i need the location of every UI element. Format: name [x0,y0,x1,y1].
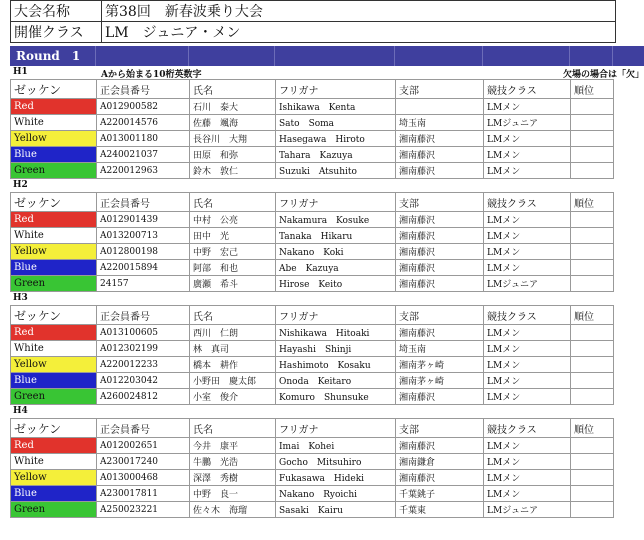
name-cell: 小野田 慶太郎 [190,373,276,389]
zekken-header: ゼッケン [11,80,97,99]
member-number-cell: A012203042 [97,373,190,389]
entry-row [11,454,614,470]
member-number-cell: A012002651 [97,438,190,454]
name-cell: 今井 康平 [190,438,276,454]
class-cell: LMメン [484,212,571,228]
branch-cell: 湘南藤沢 [396,147,484,163]
branch-cell: 埼玉南 [396,341,484,357]
entry-row [11,147,614,163]
branch-cell: 湘南藤沢 [396,163,484,179]
name-cell: 佐藤 颯海 [190,115,276,131]
zekken-header: ゼッケン [11,419,97,438]
rank-header: 順位 [571,193,614,212]
furigana-header: フリガナ [276,193,396,212]
branch-cell: 湘南茅ヶ崎 [396,357,484,373]
rank-cell [571,99,614,115]
furigana-cell: Hasegawa Hiroto [276,131,396,147]
name-cell: 鈴木 敦仁 [190,163,276,179]
member-number-cell: A220014576 [97,115,190,131]
heat-name: H4 [13,406,28,416]
name-cell: 小室 俊介 [190,389,276,405]
member-number-header: 正会員番号 [97,80,190,99]
entry-row [11,276,614,292]
rank-cell [571,341,614,357]
name-cell: 廣瀬 希斗 [190,276,276,292]
branch-cell: 埼玉南 [396,115,484,131]
furigana-cell: Nakano Koki [276,244,396,260]
column-header-row [11,80,614,99]
furigana-cell: Nakano Ryoichi [276,486,396,502]
class-cell: LMメン [484,147,571,163]
zekken-color-cell: Blue [11,147,97,163]
rank-cell [571,325,614,341]
branch-cell: 千葉東 [396,502,484,518]
event-name-row [11,1,616,22]
round-bar-cell [275,46,395,66]
furigana-cell: Imai Kohei [276,438,396,454]
round-bar-cell [483,46,570,66]
class-cell: LMメン [484,341,571,357]
class-header: 競技クラス [484,193,571,212]
heat-heading [10,66,644,79]
event-header-table [10,0,616,43]
branch-cell: 湘南藤沢 [396,131,484,147]
furigana-cell: Fukasawa Hideki [276,470,396,486]
zekken-color-cell: Yellow [11,357,97,373]
round-bar-cell [395,46,483,66]
furigana-cell: Suzuki Atsuhito [276,163,396,179]
entry-row [11,373,614,389]
branch-cell: 湘南藤沢 [396,228,484,244]
event-name-label: 大会名称 [11,1,102,22]
heat-name: H3 [13,293,28,303]
zekken-color-cell: Green [11,502,97,518]
heats-container [10,66,644,518]
entry-row [11,228,614,244]
branch-cell: 湘南藤沢 [396,244,484,260]
member-number-cell: A220015894 [97,260,190,276]
member-number-cell: A260024812 [97,389,190,405]
member-number-cell: A250023221 [97,502,190,518]
name-header: 氏名 [190,80,276,99]
name-cell: 佐々木 海瑠 [190,502,276,518]
column-header-row [11,419,614,438]
name-cell: 中野 宏己 [190,244,276,260]
heat-heading [10,292,644,305]
name-cell: 田原 和弥 [190,147,276,163]
heat-table [10,305,614,405]
heat-heading [10,179,644,192]
name-cell: 深澤 秀樹 [190,470,276,486]
rank-cell [571,276,614,292]
class-cell: LMメン [484,260,571,276]
zekken-color-cell: Red [11,212,97,228]
zekken-color-cell: White [11,228,97,244]
name-header: 氏名 [190,193,276,212]
furigana-cell: Nishikawa Hitoaki [276,325,396,341]
zekken-color-cell: Blue [11,260,97,276]
heat-table [10,192,614,292]
member-number-cell: A012302199 [97,341,190,357]
name-cell: 林 真司 [190,341,276,357]
rank-cell [571,486,614,502]
class-cell: LMジュニア [484,115,571,131]
zekken-header: ゼッケン [11,193,97,212]
class-cell: LMメン [484,454,571,470]
heat-table [10,79,614,179]
class-cell: LMジュニア [484,276,571,292]
entry-row [11,131,614,147]
class-header: 競技クラス [484,80,571,99]
member-number-header: 正会員番号 [97,419,190,438]
member-number-cell: A013100605 [97,325,190,341]
rank-cell [571,228,614,244]
member-number-header: 正会員番号 [97,193,190,212]
class-cell: LMメン [484,228,571,244]
branch-header: 支部 [396,193,484,212]
rank-cell [571,357,614,373]
zekken-color-cell: Yellow [11,131,97,147]
member-number-cell: A012901439 [97,212,190,228]
class-header: 競技クラス [484,419,571,438]
rank-cell [571,454,614,470]
round-bar-cell [613,46,644,66]
branch-cell: 湘南藤沢 [396,260,484,276]
rank-cell [571,115,614,131]
entry-row [11,486,614,502]
heat-heading [10,405,644,418]
rank-cell [571,389,614,405]
column-header-row [11,306,614,325]
branch-cell: 湘南茅ヶ崎 [396,373,484,389]
furigana-cell: Komuro Shunsuke [276,389,396,405]
member-number-cell: 24157 [97,276,190,292]
heat-sheet [10,0,644,518]
round-bar-cell [189,46,275,66]
rank-cell [571,147,614,163]
zekken-color-cell: Yellow [11,470,97,486]
rank-cell [571,470,614,486]
member-number-cell: A230017240 [97,454,190,470]
branch-header: 支部 [396,419,484,438]
member-number-cell: A013000468 [97,470,190,486]
class-cell: LMメン [484,438,571,454]
class-cell: LMメン [484,470,571,486]
rank-cell [571,244,614,260]
zekken-color-cell: Red [11,325,97,341]
member-number-cell: A012800198 [97,244,190,260]
branch-cell: 湘南鎌倉 [396,454,484,470]
furigana-cell: Sasaki Kairu [276,502,396,518]
furigana-header: フリガナ [276,80,396,99]
zekken-color-cell: White [11,341,97,357]
branch-cell [396,99,484,115]
entry-row [11,244,614,260]
rank-cell [571,163,614,179]
entry-row [11,470,614,486]
entry-row [11,341,614,357]
zekken-color-cell: Green [11,389,97,405]
furigana-header: フリガナ [276,419,396,438]
zekken-color-cell: Red [11,99,97,115]
rank-header: 順位 [571,419,614,438]
branch-cell: 湘南藤沢 [396,276,484,292]
rank-header: 順位 [571,306,614,325]
entry-row [11,502,614,518]
branch-cell: 千葉銚子 [396,486,484,502]
furigana-cell: Hayashi Shinji [276,341,396,357]
round-bar [10,46,644,66]
class-cell: LMメン [484,486,571,502]
furigana-cell: Nakamura Kosuke [276,212,396,228]
branch-cell: 湘南藤沢 [396,389,484,405]
class-cell: LMジュニア [484,502,571,518]
name-cell: 阿部 和也 [190,260,276,276]
class-cell: LMメン [484,163,571,179]
name-cell: 中野 良一 [190,486,276,502]
name-cell: 石川 泰大 [190,99,276,115]
branch-cell: 湘南藤沢 [396,470,484,486]
heat-name: H2 [13,180,28,190]
zekken-color-cell: Yellow [11,244,97,260]
furigana-cell: Hirose Keito [276,276,396,292]
rank-cell [571,212,614,228]
absent-note: 欠場の場合は「欠」 [562,70,644,80]
column-header-row [11,193,614,212]
name-header: 氏名 [190,419,276,438]
rank-cell [571,373,614,389]
member-number-cell: A220012963 [97,163,190,179]
member-number-cell: A013200713 [97,228,190,244]
member-number-cell: A230017811 [97,486,190,502]
class-cell: LMメン [484,389,571,405]
furigana-header: フリガナ [276,306,396,325]
rank-cell [571,131,614,147]
zekken-color-cell: White [11,454,97,470]
rank-cell [571,438,614,454]
entry-row [11,438,614,454]
furigana-cell: Ishikawa Kenta [276,99,396,115]
entry-row [11,325,614,341]
entry-row [11,163,614,179]
name-cell: 西川 仁朗 [190,325,276,341]
name-cell: 田中 光 [190,228,276,244]
event-class-row [11,22,616,43]
round-bar-cell [570,46,613,66]
entry-row [11,99,614,115]
entry-row [11,357,614,373]
member-number-cell: A220012233 [97,357,190,373]
furigana-cell: Sato Soma [276,115,396,131]
class-cell: LMメン [484,357,571,373]
entry-row [11,212,614,228]
name-header: 氏名 [190,306,276,325]
member-number-cell: A012900582 [97,99,190,115]
member-number-header: 正会員番号 [97,306,190,325]
name-cell: 牛鵬 光浩 [190,454,276,470]
heat-table [10,418,614,518]
furigana-cell: Tahara Kazuya [276,147,396,163]
member-number-cell: A013001180 [97,131,190,147]
furigana-cell: Abe Kazuya [276,260,396,276]
name-cell: 橋本 耕作 [190,357,276,373]
class-cell: LMメン [484,325,571,341]
event-class-label: 開催クラス [11,22,102,43]
zekken-header: ゼッケン [11,306,97,325]
furigana-cell: Hashimoto Kosaku [276,357,396,373]
furigana-cell: Gocho Mitsuhiro [276,454,396,470]
member-number-cell: A240021037 [97,147,190,163]
furigana-cell: Tanaka Hikaru [276,228,396,244]
zekken-color-cell: Blue [11,486,97,502]
event-class-value: LM ジュニア・メン [102,22,616,43]
entry-row [11,115,614,131]
class-cell: LMメン [484,373,571,389]
name-cell: 長谷川 大翔 [190,131,276,147]
rank-cell [571,502,614,518]
rank-cell [571,260,614,276]
round-label: Round 1 [10,46,96,66]
name-cell: 中村 公亮 [190,212,276,228]
zekken-color-cell: Blue [11,373,97,389]
event-name-value: 第38回 新春波乗り大会 [102,1,616,22]
branch-cell: 湘南藤沢 [396,438,484,454]
branch-cell: 湘南藤沢 [396,325,484,341]
zekken-color-cell: Green [11,163,97,179]
class-cell: LMメン [484,244,571,260]
zekken-color-cell: White [11,115,97,131]
zekken-color-cell: Red [11,438,97,454]
heat-name: H1 [13,67,28,77]
rank-header: 順位 [571,80,614,99]
branch-cell: 湘南藤沢 [396,212,484,228]
entry-row [11,389,614,405]
branch-header: 支部 [396,80,484,99]
entry-row [11,260,614,276]
zekken-color-cell: Green [11,276,97,292]
class-cell: LMメン [484,99,571,115]
class-header: 競技クラス [484,306,571,325]
class-cell: LMメン [484,131,571,147]
member-format-note: Aから始まる10桁英数字 [101,70,202,80]
furigana-cell: Onoda Keitaro [276,373,396,389]
branch-header: 支部 [396,306,484,325]
round-bar-cell [96,46,189,66]
